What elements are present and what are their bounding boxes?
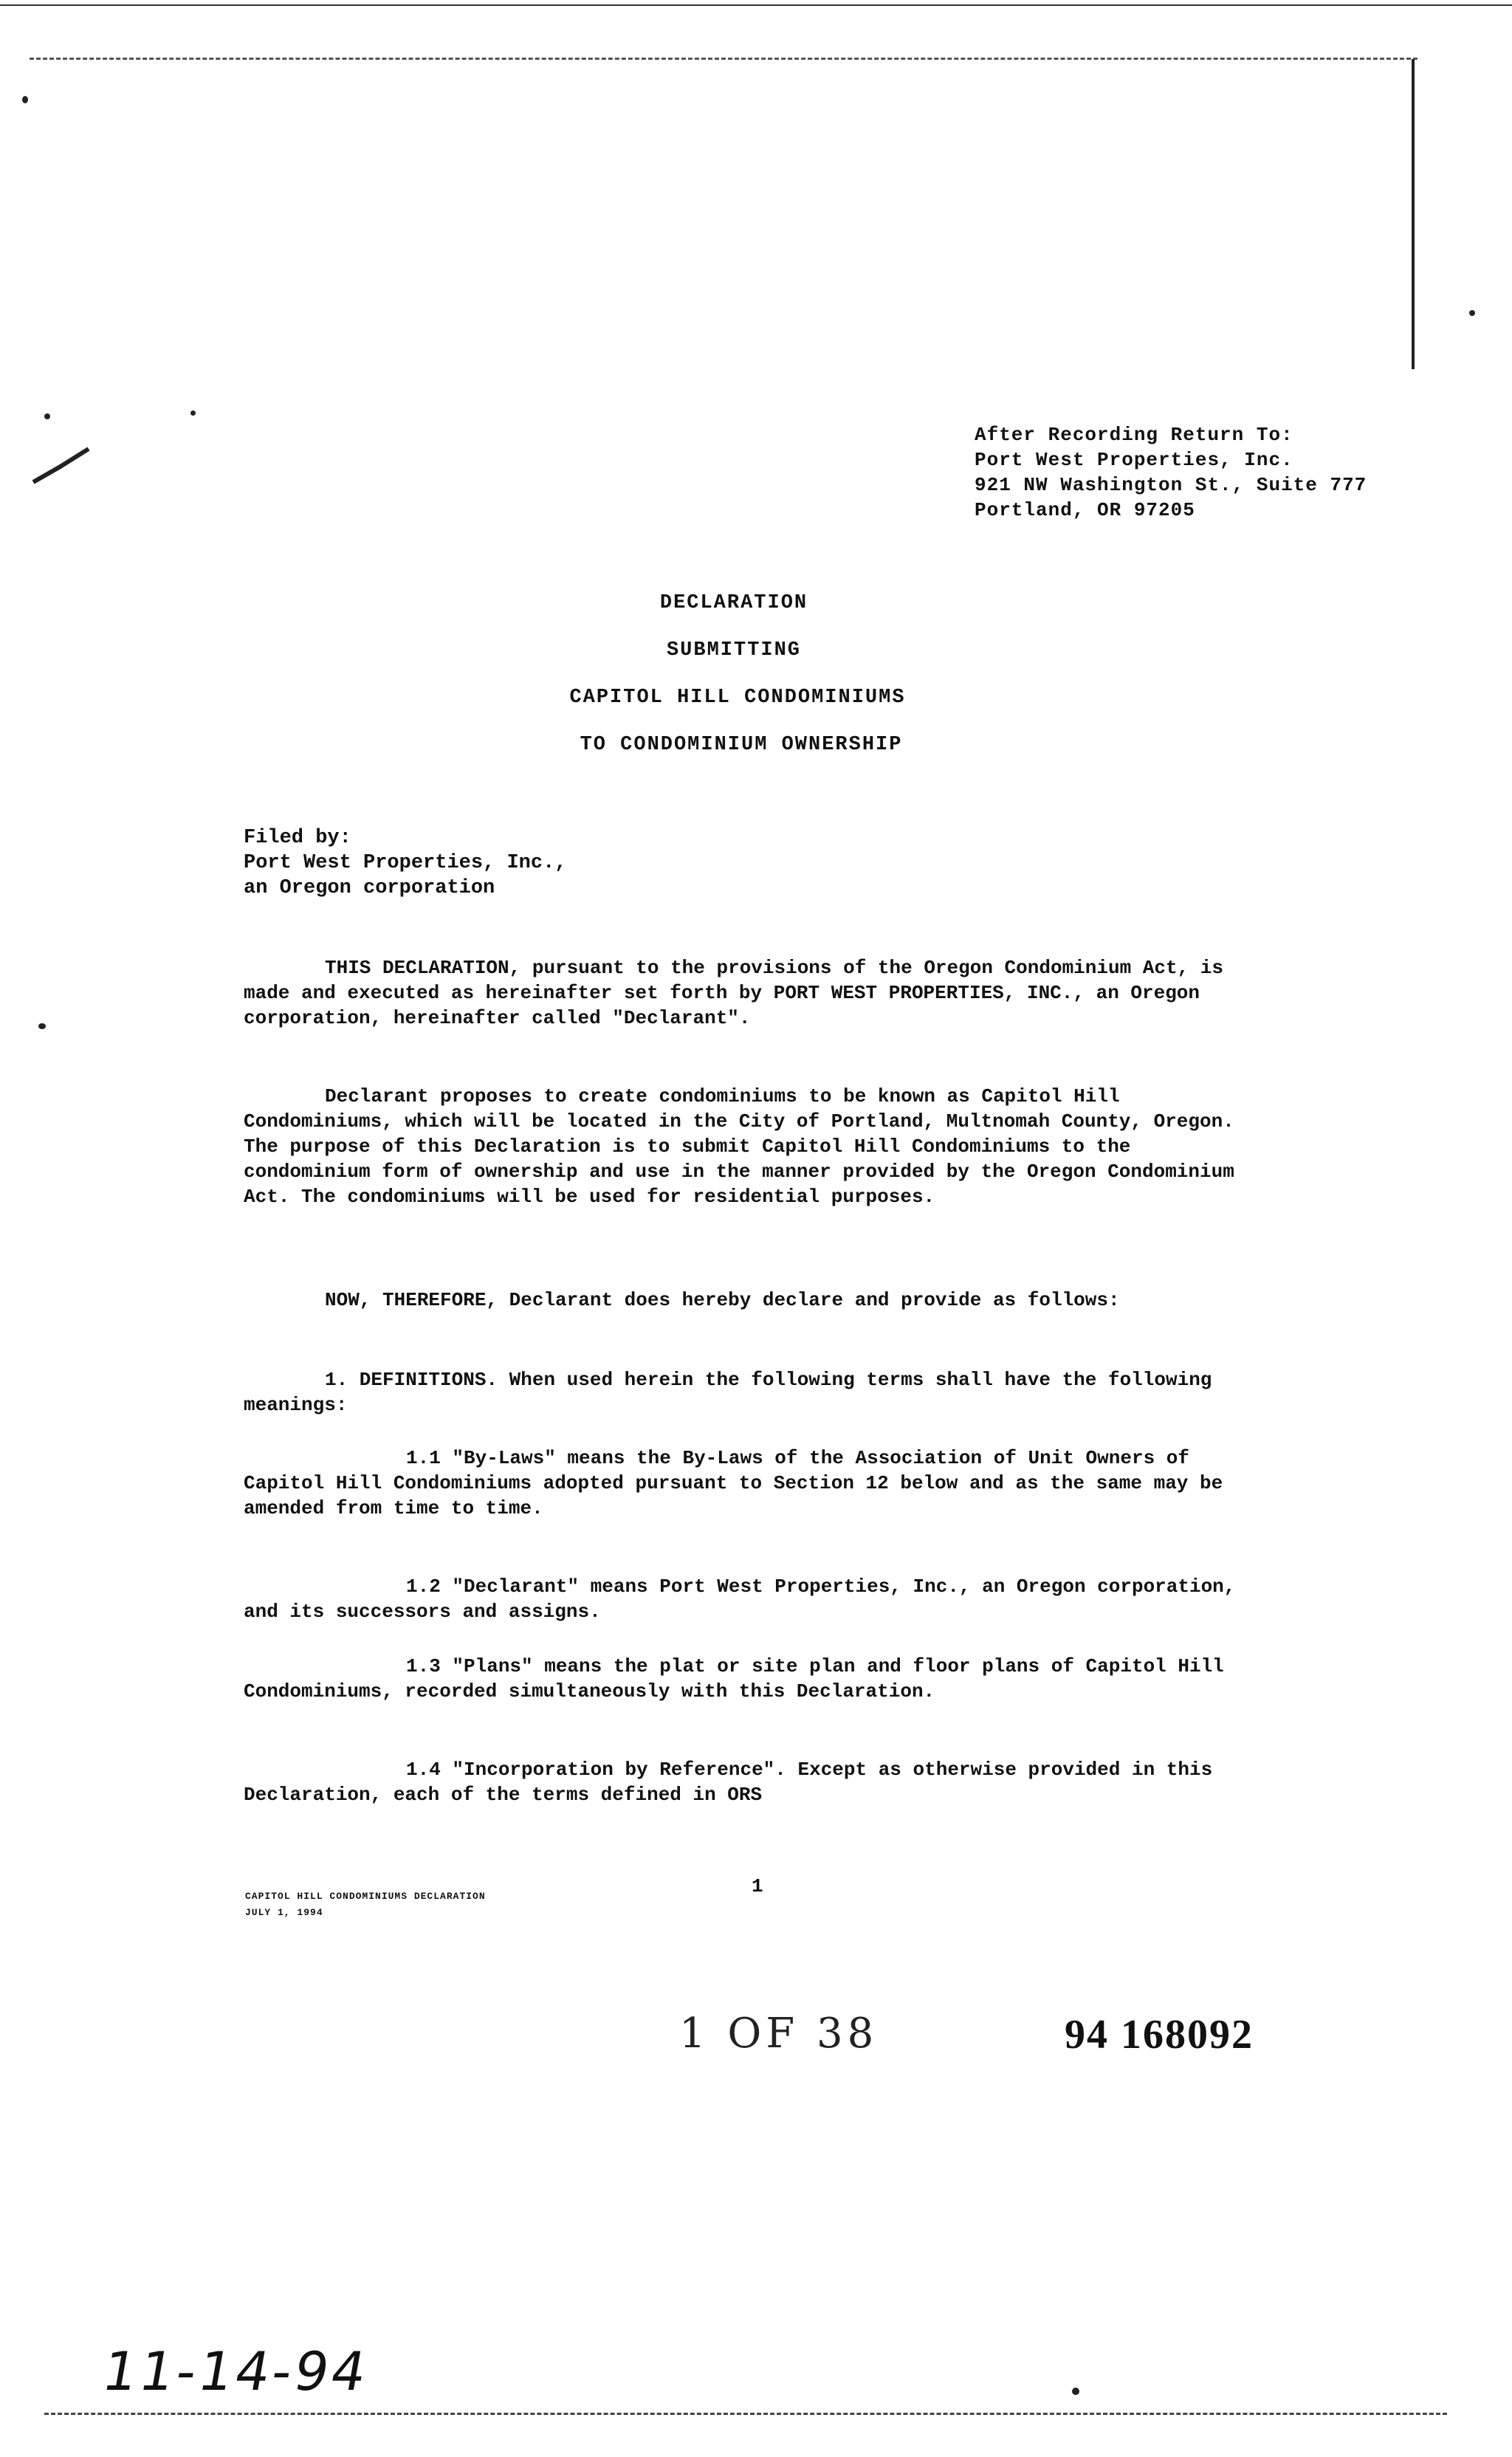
scan-speck xyxy=(1072,2388,1079,2395)
filed-by-block xyxy=(244,825,566,901)
page-footer xyxy=(245,1889,486,1921)
paragraph-preamble: THIS DECLARATION, pursuant to the provisions of the Oregon Condominium Act, is made and executed as hereinafter set forth by PORT WEST PROPERTIES, INC., an Oregon corporation, hereinafter called "Declarant". xyxy=(244,957,1223,1029)
title-line: TO CONDOMINIUM OWNERSHIP xyxy=(580,734,903,756)
recording-number-stamp: 94 168092 xyxy=(1065,2012,1254,2058)
scan-speck xyxy=(1469,310,1475,316)
filed-by-line: an Oregon corporation xyxy=(244,877,495,899)
title-line: SUBMITTING xyxy=(666,639,802,662)
book-page-stamp: 1 OF 38 xyxy=(679,2010,879,2058)
scan-speck xyxy=(190,410,196,416)
page-number: 1 xyxy=(752,1875,763,1897)
title-line: CAPITOL HILL CONDOMINIUMS xyxy=(569,687,906,709)
scan-speck xyxy=(44,413,50,419)
ink-mark xyxy=(30,441,96,486)
paragraph-purpose: Declarant proposes to create condominiums to be known as Capitol Hill Condominiums, which will be located in the City of Portland, Multnomah County, Oregon. The purpose of this Declaration is to submit Capitol Hill Condominiums to the condominium form of ownership and use in the manner provided by the Oregon Condominium Act. The condominiums will be used for residential purposes. xyxy=(244,1085,1234,1208)
return-address-line: Port West Properties, Inc. xyxy=(975,449,1293,471)
page-border-right xyxy=(1412,59,1415,369)
document-title xyxy=(0,592,1512,781)
scan-edge-line-top xyxy=(0,4,1512,6)
paragraph-definitions: 1. DEFINITIONS. When used herein the following terms shall have the following meanings: xyxy=(244,1369,1212,1416)
return-address-block xyxy=(975,422,1367,523)
page-border-top xyxy=(30,58,1418,60)
definition-declarant: 1.2 "Declarant" means Port West Properties, Inc., an Oregon corporation, and its successors and assigns. xyxy=(244,1575,1236,1623)
return-address-line: After Recording Return To: xyxy=(975,424,1293,446)
filed-by-line: Port West Properties, Inc., xyxy=(244,852,567,874)
return-address-line: 921 NW Washington St., Suite 777 xyxy=(975,474,1367,496)
paragraph-declaration: NOW, THEREFORE, Declarant does hereby declare and provide as follows: xyxy=(325,1289,1120,1311)
scan-speck xyxy=(38,1023,46,1029)
definition-incorporation: 1.4 "Incorporation by Reference". Except as otherwise provided in this Declaration, each of the terms defined in ORS xyxy=(244,1759,1213,1806)
footer-doc-name: CAPITOL HILL CONDOMINIUMS DECLARATION xyxy=(245,1891,486,1902)
return-address-line: Portland, OR 97205 xyxy=(975,499,1195,521)
filed-by-line: Filed by: xyxy=(244,827,351,849)
title-line: DECLARATION xyxy=(659,592,808,614)
footer-date: JULY 1, 1994 xyxy=(245,1907,323,1918)
handwritten-date: 11-14-94 xyxy=(97,2340,374,2402)
definition-plans: 1.3 "Plans" means the plat or site plan and floor plans of Capitol Hill Condominiums, recorded simultaneously with this Declaration. xyxy=(244,1655,1224,1702)
page-border-bottom xyxy=(44,2413,1447,2415)
scan-speck xyxy=(22,96,28,103)
definition-bylaws: 1.1 "By-Laws" means the By-Laws of the Association of Unit Owners of Capitol Hill Condominiums adopted pursuant to Section 12 below and as the same may be amended from time to time. xyxy=(244,1447,1223,1519)
